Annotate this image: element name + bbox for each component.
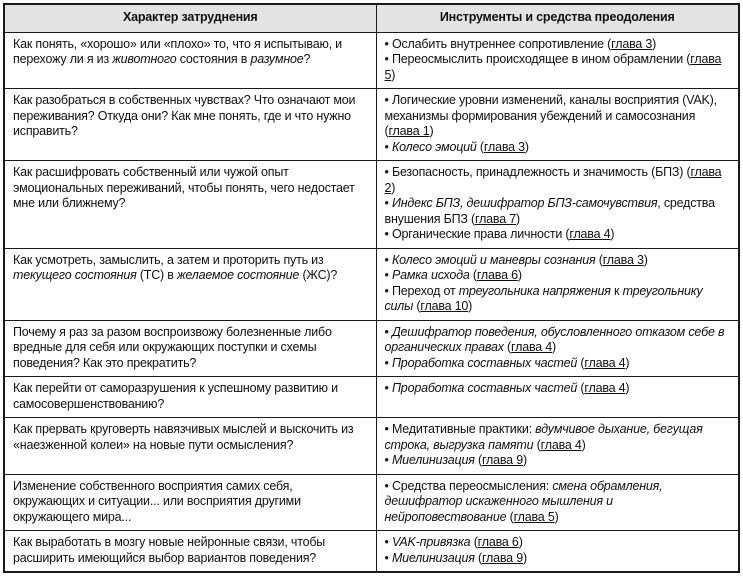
table-row	[4, 418, 739, 475]
table-row	[4, 531, 739, 573]
text-run: Как разобраться в собственных чувствах? Что означают мои переживания? Откуда они? Как мне понять, где и что нужно исправить?	[13, 93, 356, 138]
text-run: Рамка исхода	[391, 268, 470, 282]
text-run: (	[474, 550, 482, 565]
header-row	[4, 4, 739, 32]
difficulty-cell	[4, 474, 376, 531]
table-row	[4, 474, 739, 531]
text-run: Медитативные практики:	[391, 422, 536, 436]
bullet-icon: •	[384, 550, 392, 565]
text-run: Проработка составных частей	[391, 381, 578, 395]
text-run: )	[552, 340, 556, 354]
table-row	[4, 89, 739, 161]
text-run: Как понять, «хорошо» или «плохо» то, что я испытываю, и перехожу ли я из	[13, 36, 342, 66]
text-run: (	[595, 252, 603, 267]
tool-item	[385, 140, 731, 156]
tools-cell	[376, 32, 739, 89]
tool-item	[385, 479, 731, 526]
text-run: Как усмотреть, замыслить, а затем и проторить путь из	[13, 252, 324, 267]
text-run: к	[610, 283, 623, 298]
tool-item	[385, 422, 731, 453]
text-run: вдумчивое дыхание, бегущая строка, выгрузка памяти	[384, 422, 703, 452]
text-run: животного	[112, 52, 177, 66]
header-tools: Инструменты и средства преодоления	[376, 4, 739, 32]
text-run: (	[577, 355, 585, 370]
tool-item	[385, 52, 731, 83]
bullet-icon: •	[384, 227, 392, 241]
tool-item	[385, 196, 731, 227]
chapter-link[interactable]: глава 9	[481, 550, 523, 565]
text-run: )	[581, 437, 586, 452]
text-run: Ослабить внутреннее сопротивление (	[391, 36, 612, 51]
text-run: (	[533, 437, 541, 452]
bullet-icon: •	[384, 36, 392, 51]
tool-item	[385, 227, 731, 243]
text-run: )	[625, 381, 630, 395]
text-run: текущего состояния	[13, 268, 137, 282]
chapter-link[interactable]: глава 4	[569, 227, 611, 241]
text-run: ?	[303, 52, 311, 66]
text-run: )	[625, 355, 630, 370]
bullet-icon: •	[384, 381, 392, 395]
text-run: Как выработать в мозгу новые нейронные связи, чтобы расширить имеющийся выбор вариантов поведения?	[13, 535, 326, 565]
bullet-icon: •	[384, 252, 392, 267]
text-run: )	[391, 67, 396, 82]
bullet-icon: •	[384, 283, 392, 298]
text-run: Изменение собственного восприятия самих себя, окружающих и ситуации... или восприятия другими окружающего мира...	[13, 478, 301, 524]
text-run: )	[524, 139, 529, 154]
tool-item	[385, 551, 731, 567]
chapter-link[interactable]: глава 6	[476, 268, 518, 282]
difficulty-cell	[4, 377, 376, 418]
text-run: (	[470, 535, 478, 549]
text-run: Переосмыслить происходящее в ином обрамлении (	[391, 52, 691, 66]
bullet-icon: •	[384, 355, 392, 370]
text-run: треугольнику силы	[384, 283, 703, 313]
chapter-link[interactable]: глава 4	[540, 437, 582, 452]
table-row	[4, 32, 739, 89]
difficulty-cell	[4, 32, 376, 89]
bullet-icon: •	[384, 52, 392, 66]
text-run: Органические права личности (	[391, 227, 570, 241]
tool-item	[385, 325, 731, 356]
difficulties-tools-table	[3, 3, 740, 573]
text-run: желаемое состояние	[177, 268, 300, 282]
text-run: )	[517, 268, 522, 282]
tool-item	[385, 381, 731, 397]
tool-item	[385, 453, 731, 469]
text-run: (	[469, 268, 477, 282]
chapter-link[interactable]: глава 5	[384, 52, 722, 82]
tools-cell	[376, 89, 739, 161]
text-run: VAK-привязка	[391, 535, 471, 549]
table-row	[4, 377, 739, 418]
text-run: (ТС) в	[136, 268, 177, 282]
text-run: , средства внушения БПЗ (	[384, 196, 715, 226]
difficulty-cell	[4, 161, 376, 249]
bullet-icon: •	[384, 165, 392, 179]
text-run: Колесо эмоций и маневры сознания	[391, 252, 596, 267]
tool-item	[385, 356, 731, 372]
bullet-icon: •	[384, 422, 392, 436]
text-run: Переход от	[391, 283, 459, 298]
tool-item	[385, 535, 731, 551]
tool-item	[385, 253, 731, 269]
text-run: )	[610, 227, 615, 241]
chapter-link[interactable]: глава 4	[584, 355, 626, 370]
text-run: )	[522, 550, 527, 565]
text-run: состояния в	[176, 52, 251, 66]
header-difficulty: Характер затруднения	[4, 4, 376, 32]
text-run: Миелинизация	[391, 453, 475, 467]
text-run: )	[391, 180, 396, 195]
text-run: Как перейти от саморазрушения к успешному развитию и самосовершенствованию?	[13, 381, 338, 411]
tool-item	[385, 268, 731, 284]
chapter-link[interactable]: глава 5	[513, 509, 555, 524]
difficulty-cell	[4, 89, 376, 161]
bullet-icon: •	[384, 139, 392, 154]
bullet-icon: •	[384, 93, 392, 107]
bullet-icon: •	[384, 453, 392, 467]
text-run: Проработка составных частей	[391, 355, 578, 370]
tools-cell	[376, 248, 739, 320]
text-run: )	[522, 453, 527, 467]
text-run: (	[474, 453, 482, 467]
text-run: Как прервать круговерть навязчивых мыслей и выскочить из «наезженной колеи» на новые пути осмысления?	[13, 422, 354, 452]
difficulty-cell	[4, 320, 376, 377]
chapter-link[interactable]: глава 4	[584, 381, 626, 395]
chapter-link[interactable]: глава 4	[511, 340, 553, 354]
tools-cell	[376, 531, 739, 573]
text-run: )	[468, 299, 473, 313]
text-run: Миелинизация	[391, 550, 475, 565]
tools-cell	[376, 418, 739, 475]
text-run: )	[554, 509, 559, 524]
tools-cell	[376, 474, 739, 531]
difficulty-cell	[4, 248, 376, 320]
bullet-icon: •	[384, 196, 392, 210]
text-run: (	[506, 509, 514, 524]
text-run: Дешифратор поведения, обусловленного отказом себе в органических правах	[384, 324, 725, 354]
text-run: Колесо эмоций	[391, 139, 477, 154]
text-run: )	[643, 252, 648, 267]
chapter-link[interactable]: глава 10	[420, 299, 469, 313]
chapter-link[interactable]: глава 3	[602, 252, 644, 267]
tools-cell	[376, 161, 739, 249]
text-run: Индекс БПЗ, дешифратор БПЗ-самочувствия	[391, 196, 658, 210]
difficulty-cell	[4, 418, 376, 475]
text-run: (	[413, 299, 421, 313]
text-run: Почему я раз за разом воспроизвожу болезненные либо вредные для себя или окружающих поступки и схемы поведения? Как это прекратить?	[13, 324, 332, 370]
tools-cell	[376, 320, 739, 377]
text-run: смена обрамления, дешифратор искаженного мышления и нейроповествование	[384, 478, 663, 524]
chapter-link[interactable]: глава 1	[388, 124, 430, 138]
table-row	[4, 161, 739, 249]
text-run: (	[577, 381, 585, 395]
tool-item	[385, 37, 731, 53]
bullet-icon: •	[384, 478, 392, 493]
chapter-link[interactable]: глава 6	[477, 535, 519, 549]
tools-cell	[376, 377, 739, 418]
bullet-icon: •	[384, 535, 392, 549]
text-run: Как расшифровать собственный или чужой опыт эмоциональных переживаний, чтобы понять, чего недостает мне или ближнему?	[13, 165, 355, 210]
chapter-link[interactable]: глава 2	[384, 165, 722, 195]
chapter-link[interactable]: глава 3	[611, 36, 653, 51]
text-run: треугольника напряжения	[458, 283, 611, 298]
tool-item	[385, 93, 731, 140]
chapter-link[interactable]: глава 7	[474, 211, 516, 226]
text-run: Средства переосмысления:	[391, 478, 553, 493]
bullet-icon: •	[384, 324, 392, 339]
text-run: Логические уровни изменений, каналы восприятия (VAK), механизмы формирования убеждений и самосознания (	[384, 93, 717, 138]
text-run: (ЖС)?	[299, 268, 338, 282]
difficulty-cell	[4, 531, 376, 573]
table-row	[4, 320, 739, 377]
text-run: (	[476, 139, 484, 154]
table-row	[4, 248, 739, 320]
text-run: )	[518, 535, 523, 549]
tool-item	[385, 284, 731, 315]
text-run: (	[503, 340, 512, 354]
text-run: )	[652, 36, 657, 51]
chapter-link[interactable]: глава 9	[481, 453, 523, 467]
bullet-icon: •	[384, 268, 392, 282]
text-run: )	[429, 124, 434, 138]
text-run: )	[516, 211, 520, 226]
tool-item	[385, 165, 731, 196]
text-run: Безопасность, принадлежность и значимость (БПЗ) (	[391, 165, 691, 179]
text-run: разумное	[250, 52, 304, 66]
chapter-link[interactable]: глава 3	[483, 139, 525, 154]
